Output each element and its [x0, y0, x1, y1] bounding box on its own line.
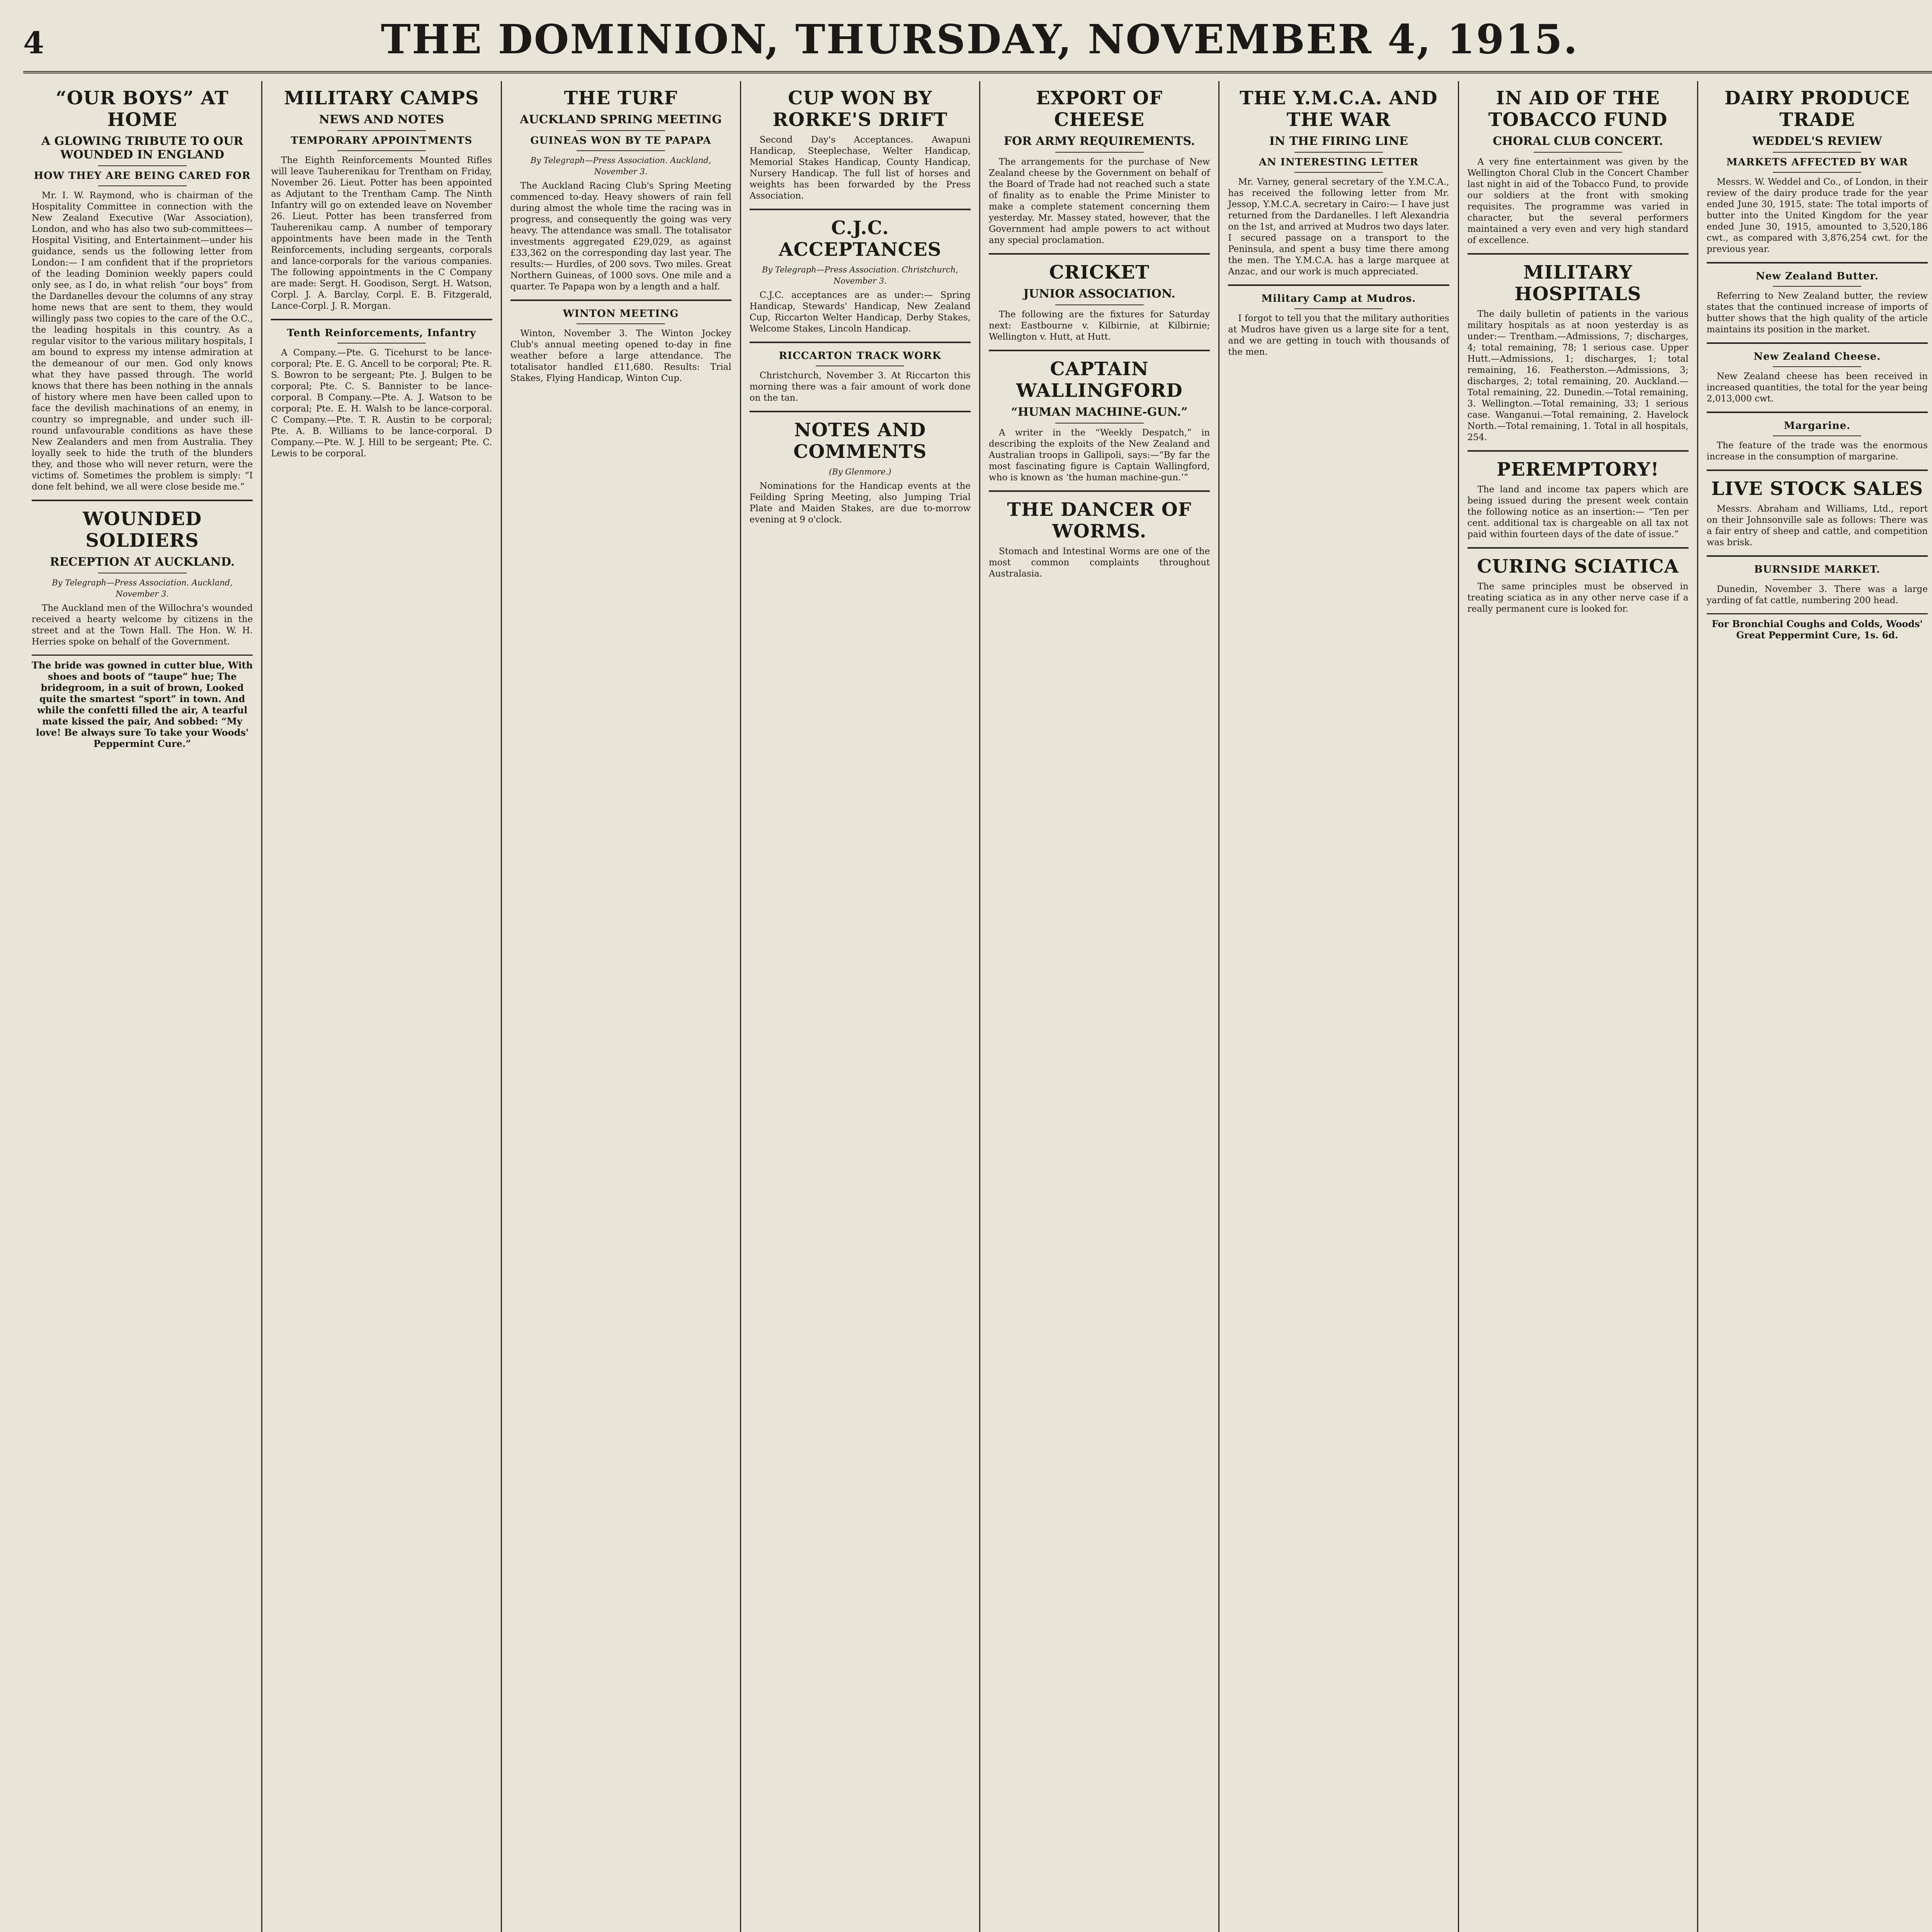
article-body: Winton, November 3. The Winton Jockey Club's annual meeting opened to-day in fine weather before a large attendance. The totalisator handled £11,680. Results: Trial Stakes, Flying Handicap, Winton Cup.	[510, 328, 731, 383]
article-body: The Auckland men of the Willochra's wounded received a hearty welcome by citizens in the street and at the Town Hall. The Hon. W. H. Herries spoke on behalf of the Government.	[32, 603, 253, 647]
article-body: I forgot to tell you that the military authorities at Mudros have given us a large site for a tent, and we are getting in touch with thousands of the men.	[1228, 313, 1449, 357]
article-byline: (By Glenmore.)	[829, 467, 891, 476]
article-headline: THE Y.M.C.A. AND THE WAR	[1240, 87, 1438, 131]
article-body: Nominations for the Handicap events at the Feilding Spring Meeting, also Jumping Trial Plate and Maiden Stakes, are due to-morrow evening at 9 o'clock.	[749, 481, 971, 525]
column-7	[1459, 81, 1698, 1932]
section-divider	[1707, 469, 1928, 471]
column-2	[262, 81, 502, 1932]
article-headline: LIVE STOCK SALES	[1711, 478, 1923, 500]
article-headline: THE DANCER OF WORMS.	[1007, 499, 1192, 542]
article-body: The Auckland Racing Club's Spring Meeting commenced to-day. Heavy showers of rain fell during almost the whole time the racing was in progress, and consequently the going was very heavy. The attendance was small. The totalisator investments aggregated £29,029, as against £33,362 on the corresponding day last year. The results:— Hurdles, of 200 sovs. Two miles. Great Northern Guineas, of 1000 sovs. One mile and a quarter. Te Papapa won by a length and a half.	[510, 181, 731, 292]
article-body: The feature of the trade was the enormous increase in the consumption of margarine.	[1706, 440, 1928, 462]
article-headline: MILITARY HOSPITALS	[1514, 262, 1641, 305]
article-body: Messrs. Abraham and Williams, Ltd., report on their Johnsonville sale as follows: There was a fair entry of sheep and cattle, and competition was brisk.	[1706, 504, 1928, 548]
article-subhead: New Zealand Cheese.	[1753, 351, 1881, 362]
section-divider	[989, 490, 1210, 492]
article-subheadline: NEWS AND NOTES	[319, 113, 444, 126]
article-subhead: RICCARTON TRACK WORK	[779, 350, 942, 362]
section-divider	[1468, 253, 1689, 255]
article-body: Stomach and Intestinal Worms are one of the most common complaints throughout Australasia.	[989, 546, 1210, 579]
column-3	[502, 81, 741, 1932]
rule	[1773, 286, 1861, 287]
rule	[98, 165, 187, 166]
article-subheadline: FOR ARMY REQUIREMENTS.	[1003, 134, 1195, 148]
article-subheadline: CHORAL CLUB CONCERT.	[1493, 134, 1663, 148]
article-body: Messrs. W. Weddel and Co., of London, in their review of the dairy produce trade for the year ended June 30, 1915, state: The total imports of butter into the United Kingdom for the year ended June 30, 1915, amounted to 3,520,186 cwt., as compared with 3,876,254 cwt. for the previous year.	[1706, 177, 1928, 254]
section-divider	[750, 342, 971, 343]
rule	[1294, 308, 1383, 309]
column-8	[1698, 81, 1932, 1932]
column-6	[1219, 81, 1459, 1932]
article-subhead: AN INTERESTING LETTER	[1259, 156, 1418, 168]
article-body: A very fine entertainment was given by the Wellington Choral Club in the Concert Chamber last night in aid of the Tobacco Fund, to provide our soldiers at the front with smoking requisites. The programme was varied in character, but the several performers maintained a very even and very high standard of excellence.	[1467, 157, 1689, 245]
column-4	[741, 81, 980, 1932]
article-headline: DAIRY PRODUCE TRADE	[1724, 87, 1910, 131]
article-headline: NOTES AND COMMENTS	[793, 419, 927, 463]
article-body: A writer in the “Weekly Despatch,” in describing the exploits of the New Zealand and Australian troops in Gallipoli, says:—“By far the most fascinating figure is Captain Wallingford, who is known as ‘the human machine-gun.’”	[989, 428, 1210, 483]
article-subhead: WINTON MEETING	[563, 308, 679, 320]
advertisement: The bride was gowned in cutter blue, With shoes and boots of “taupe” hue; The bridegroom, in a suit of brown, Looked quite the smartest “sport” in town. And while the confetti filled the air, A tearful mate kissed the pair, And sobbed: “My love! Be always sure To take your Woods' Peppermint Cure.”	[32, 655, 253, 749]
article-body: C.J.C. acceptances are as under:— Spring Handicap, Stewards' Handicap, New Zealand Cup, Riccarton Welter Handicap, Derby Stakes, Welcome Stakes, Lincoln Handicap.	[749, 290, 971, 334]
advertisement: For Bronchial Coughs and Colds, Woods' Great Peppermint Cure, 1s. 6d.	[1707, 613, 1928, 641]
article-subheadline: WEDDEL'S REVIEW	[1752, 134, 1882, 148]
article-subhead: HOW THEY ARE BEING CARED FOR	[34, 170, 251, 182]
article-body: Second Day's Acceptances. Awapuni Handicap, Steeplechase, Welter Handicap, Memorial Stakes Handicap, County Handicap, Nursery Handicap. The full list of horses and weights has been forwarded by the Press Association.	[749, 135, 971, 201]
newspaper-title: THE DOMINION, THURSDAY, NOVEMBER 4, 1915.	[381, 15, 1579, 63]
section-divider	[989, 253, 1210, 255]
rule	[577, 130, 665, 131]
article-body: The following are the fixtures for Saturday next: Eastbourne v. Kilbirnie, at Kilbirnie; Wellington v. Hutt, at Hutt.	[989, 310, 1210, 342]
article-body: The Eighth Reinforcements Mounted Rifles will leave Tauherenikau for Trentham on Friday, November 26. Lieut. Potter has been appointed as Adjutant to the Trentham Camp. The Ninth Infantry will go on extended leave on November 26. Lieut. Potter has been transferred from Tauherenikau camp. A number of temporary appointments have been made in the Tenth Reinforcements, including sergeants, corporals and lance-corporals for the various companies. The following appointments in the C Company are made: Sergt. H. Goodison, Sergt. H. Watson, Corpl. J. A. Barclay, Corpl. E. B. Fitzgerald, Lance-Corpl. J. R. Morgan.	[271, 155, 492, 311]
rule	[1773, 172, 1861, 173]
section-divider	[1707, 412, 1928, 413]
article-headline: THE TURF	[564, 87, 678, 109]
section-divider	[750, 209, 971, 210]
article-body: Mr. I. W. Raymond, who is chairman of the Hospitality Committee in connection with the New Zealand Executive (War Association), London, and who has also two sub-committees—Hospital Visiting, and Entertainment—under his guidance, sends us the following letter from London:— I am confident that if the proprietors of the leading Dominion weekly papers could only see, as I do, in what relish “our boys” from the Dardanelles devour the columns of any stray home news that are sent to them, they would willingly pass two copies to the care of the O.C., the leading hospitals in this country. As a regular visitor to the various military hospitals, I am bound to express my intense admiration at the demeanour of our men. God only knows what they have passed through. The world knows that there has been nothing in the annals of history where men have been called upon to face the devilish machinations of an enemy, in country so impregnable, and under such ill-round unfavourable conditions as have these New Zealanders and men from Australia. They loyally seek to hide the truth of the blunders they, and those who will never return, were the victims of. Sometimes the problem is simply: “I done felt behind, we all were close beside me.”	[32, 190, 253, 492]
article-headline: PEREMPTORY!	[1497, 459, 1659, 480]
article-body: Mr. Varney, general secretary of the Y.M.C.A., has received the following letter from Mr. Jessop, Y.M.C.A. secretary in Cairo:— I have just returned from the Dardanelles. I left Alexandria on the 1st, and arrived at Mudros two days later. I secured passage on a transport to the Peninsula, and spent a busy time there among the men. The Y.M.C.A. has a large marquee at Anzac, and our work is much appreciated.	[1228, 177, 1449, 277]
article-headline: CRICKET	[1049, 262, 1150, 283]
column-5	[980, 81, 1219, 1932]
article-subhead: Military Camp at Mudros.	[1261, 293, 1416, 304]
article-subheadline: AUCKLAND SPRING MEETING	[520, 113, 722, 126]
article-subheadline: JUNIOR ASSOCIATION.	[1023, 287, 1175, 301]
article-body: New Zealand cheese has been received in increased quantities, the total for the year being 2,013,000 cwt.	[1706, 371, 1928, 404]
section-divider	[32, 500, 253, 501]
section-divider	[1468, 547, 1689, 549]
rule	[577, 150, 665, 151]
article-headline: IN AID OF THE TOBACCO FUND	[1488, 87, 1668, 131]
section-divider	[989, 350, 1210, 351]
article-body: Referring to New Zealand butter, the review states that the continued increase of imports of butter shows that the high quality of the article maintains its position in the market.	[1706, 291, 1928, 335]
rule	[337, 130, 426, 131]
column-1	[23, 81, 262, 1932]
article-subhead: Margarine.	[1784, 420, 1851, 432]
rule	[98, 185, 187, 186]
article-subheadline: RECEPTION AT AUCKLAND.	[49, 555, 235, 569]
rule	[1773, 435, 1861, 436]
article-subhead: GUINEAS WON BY TE PAPAPA	[530, 135, 711, 146]
rule	[1055, 152, 1144, 153]
page-number: 4	[23, 26, 44, 61]
article-subhead: Tenth Reinforcements, Infantry	[287, 327, 476, 339]
article-byline: By Telegraph—Press Association. Auckland, November 3.	[52, 578, 233, 599]
article-body: The arrangements for the purchase of New Zealand cheese by the Government on behalf of the Board of Trade had not reached such a state of finality as to enable the Prime Minister to make a complete statement concerning them yesterday. Mr. Massey stated, however, that the Government had ample powers to act without any special proclamation.	[989, 157, 1210, 245]
section-divider	[1707, 555, 1928, 557]
article-subheadline: IN THE FIRING LINE	[1269, 134, 1408, 148]
section-divider	[271, 319, 492, 320]
article-body: The daily bulletin of patients in the various military hospitals as at noon yesterday is as under:— Trentham.—Admissions, 7; discharges, 4; total remaining, 78; 1 serious case. Upper Hutt.—Admissions, 1; discharges, 1; total remaining, 16. Featherston.—Admissions, 3; discharges, 2; total remaining, 20. Auckland.—Total remaining, 22. Dunedin.—Total remaining, 3. Wellington.—Total remaining, 33; 1 serious case. Wanganui.—Total remaining, 2. Havelock North.—Total remaining, 1. Total in all hospitals, 254.	[1467, 309, 1689, 442]
article-subhead: TEMPORARY APPOINTMENTS	[291, 135, 473, 146]
article-headline: WOUNDED SOLDIERS	[82, 508, 202, 551]
article-headline: EXPORT OF CHEESE	[1036, 87, 1163, 131]
column-grid	[23, 81, 1932, 1932]
rule	[1055, 304, 1144, 305]
section-divider	[510, 299, 731, 301]
article-subheadline: “HUMAN MACHINE-GUN.”	[1011, 405, 1188, 419]
article-byline: By Telegraph—Press Association. Christchurch, November 3.	[762, 265, 958, 286]
article-subheadline: A GLOWING TRIBUTE TO OUR WOUNDED IN ENGLAND	[41, 134, 243, 162]
article-headline: “OUR BOYS” AT HOME	[56, 87, 229, 131]
article-headline: CURING SCIATICA	[1477, 556, 1679, 577]
masthead	[23, 15, 1932, 73]
article-headline: C.J.C. ACCEPTANCES	[779, 217, 942, 260]
rule	[337, 343, 426, 344]
article-byline: By Telegraph—Press Association. Auckland, November 3.	[530, 156, 711, 176]
article-body: A Company.—Pte. G. Ticehurst to be lance-corporal; Pte. E. G. Ancell to be corporal; Pte. R. S. Bowron to be sergeant; Pte. J. Bulgen to be corporal; Pte. C. S. Bannister to be lance-corporal. B Company.—Pte. A. J. Watson to be corporal; Pte. E. H. Walsh to be lance-corporal. C Company.—Pte. T. R. Austin to be corporal; Pte. A. B. Williams to be lance-corporal. D Company.—Pte. W. J. Hill to be sergeant; Pte. C. Lewis to be corporal.	[271, 348, 492, 459]
article-headline: CUP WON BY RORKE'S DRIFT	[772, 87, 948, 131]
section-divider	[750, 411, 971, 412]
article-headline: CAPTAIN WALLINGFORD	[1016, 358, 1183, 401]
rule	[1294, 172, 1383, 173]
article-subhead: New Zealand Butter.	[1755, 270, 1879, 282]
article-body: Christchurch, November 3. At Riccarton this morning there was a fair amount of work done on the tan.	[749, 371, 971, 403]
section-divider	[1707, 262, 1928, 264]
article-body: The land and income tax papers which are being issued during the present week contain the following notice as an insertion:— “Ten per cent. additional tax is chargeable on all tax not paid within fourteen days of the date of issue.”	[1467, 485, 1689, 539]
article-subhead: BURNSIDE MARKET.	[1754, 564, 1881, 575]
article-subhead: MARKETS AFFECTED BY WAR	[1726, 156, 1908, 168]
article-body: Dunedin, November 3. There was a large yarding of fat cattle, numbering 200 head.	[1706, 584, 1928, 605]
section-divider	[1468, 450, 1689, 452]
rule	[1773, 152, 1861, 153]
section-divider	[1228, 284, 1449, 286]
rule	[1773, 579, 1861, 580]
article-body: The same principles must be observed in treating sciatica as in any other nerve case if a really permanent cure is looked for.	[1467, 582, 1689, 614]
rule	[1534, 152, 1622, 153]
rule	[1294, 152, 1383, 153]
rule	[337, 150, 426, 151]
rule	[577, 323, 665, 324]
section-divider	[1707, 342, 1928, 344]
article-headline: MILITARY CAMPS	[284, 87, 479, 109]
rule	[1773, 366, 1861, 367]
